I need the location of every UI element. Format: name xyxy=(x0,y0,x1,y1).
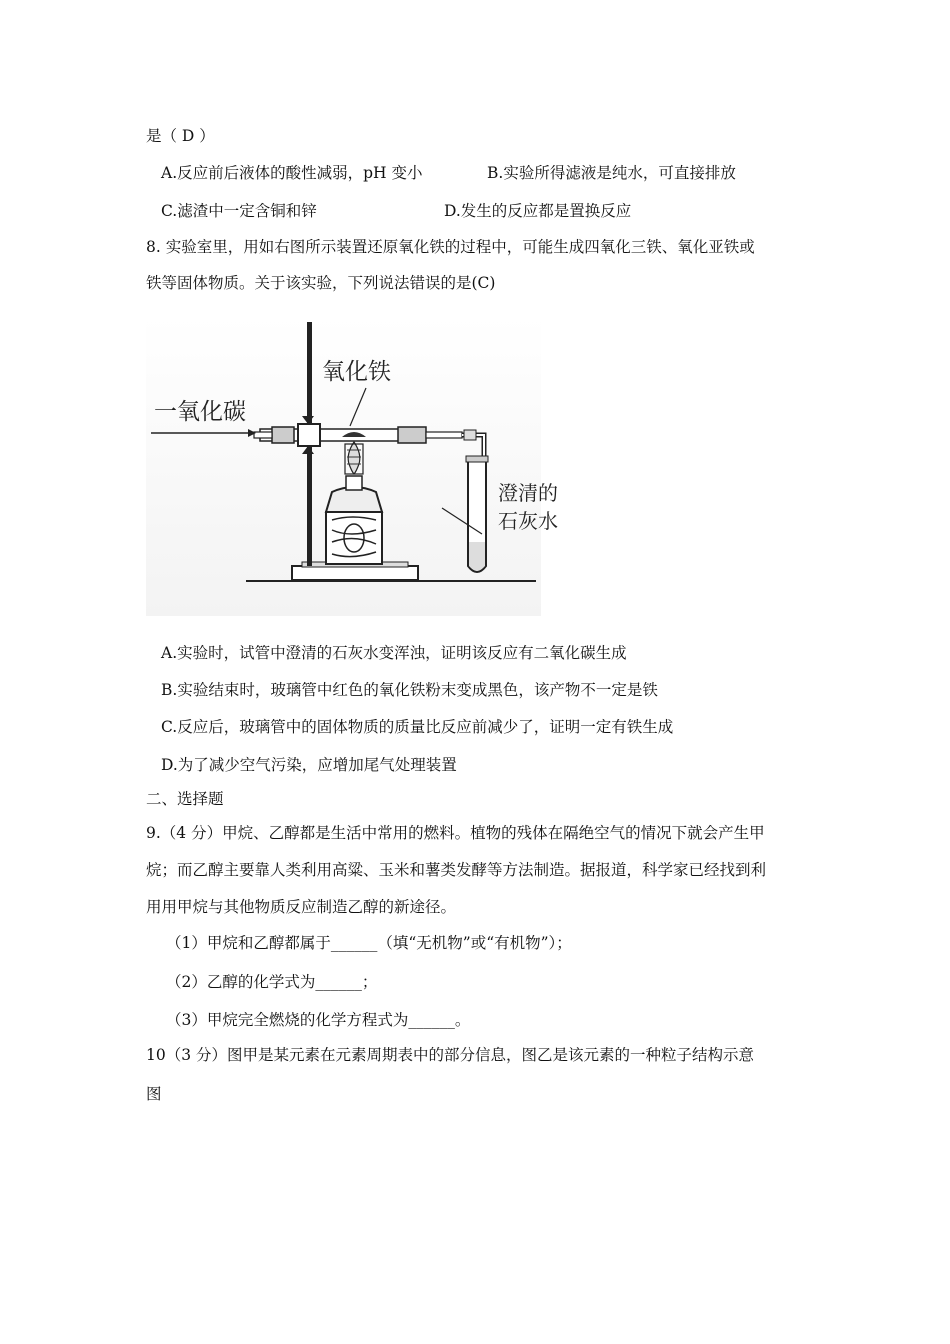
limewater xyxy=(469,542,485,571)
label-limewater-1: 澄清的 xyxy=(498,481,558,505)
stand-base xyxy=(292,566,418,580)
q9-sub2: （2）乙醇的化学式为______； xyxy=(166,973,378,991)
wood-block xyxy=(326,512,382,564)
q7-option-b: B.实验所得滤液是纯水，可直接排放 xyxy=(487,164,736,182)
q9-stem-line2: 烷；而乙醇主要靠人类利用高粱、玉米和薯类发酵等方法制造。据报道，科学家已经找到利 xyxy=(146,861,767,879)
label-iron-oxide: 氧化铁 xyxy=(322,359,391,385)
test-tube xyxy=(466,456,488,572)
q9-stem-line1: 9.（4 分）甲烷、乙醇都是生活中常用的燃料。植物的残体在隔绝空气的情况下就会产生甲 xyxy=(146,824,765,842)
q7-stem-tail: 是（ D ） xyxy=(146,127,215,145)
label-limewater-2: 石灰水 xyxy=(498,509,558,533)
q8-stem-line1: 8. 实验室里，用如右图所示装置还原氧化铁的过程中，可能生成四氧化三铁、氧化亚铁或 xyxy=(146,238,755,256)
stopper-right xyxy=(398,427,426,443)
q7-option-a: A.反应前后液体的酸性减弱，pH 变小 xyxy=(161,164,423,182)
q7-option-d: D.发生的反应都是置换反应 xyxy=(444,202,632,220)
q9-sub1: （1）甲烷和乙醇都属于______（填“无机物”或“有机物”）； xyxy=(166,934,572,952)
q10-stem-line2: 图 xyxy=(146,1085,162,1103)
label-co: 一氧化碳 xyxy=(154,399,246,425)
apparatus-diagram xyxy=(146,316,558,616)
q8-option-a: A.实验时，试管中澄清的石灰水变浑浊，证明该反应有二氧化碳生成 xyxy=(161,644,627,662)
section-heading: 二、选择题 xyxy=(146,790,224,808)
q8-option-d: D.为了减少空气污染，应增加尾气处理装置 xyxy=(161,756,457,774)
q9-sub3: （3）甲烷完全燃烧的化学方程式为______。 xyxy=(166,1011,471,1029)
q8-stem-line2: 铁等固体物质。关于该实验，下列说法错误的是(C) xyxy=(146,274,496,292)
q10-stem-line1: 10（3 分）图甲是某元素在元素周期表中的部分信息，图乙是该元素的一种粒子结构示意 xyxy=(146,1046,755,1064)
q9-stem-line3: 用用甲烷与其他物质反应制造乙醇的新途径。 xyxy=(146,898,457,916)
q8-option-c: C.反应后，玻璃管中的固体物质的质量比反应前减少了，证明一定有铁生成 xyxy=(161,718,674,736)
stopper-left xyxy=(272,427,294,443)
q8-option-b: B.实验结束时，玻璃管中红色的氧化铁粉末变成黑色，该产物不一定是铁 xyxy=(161,681,658,699)
apparatus-figure xyxy=(146,316,558,616)
q7-option-c: C.滤渣中一定含铜和锌 xyxy=(161,202,317,220)
